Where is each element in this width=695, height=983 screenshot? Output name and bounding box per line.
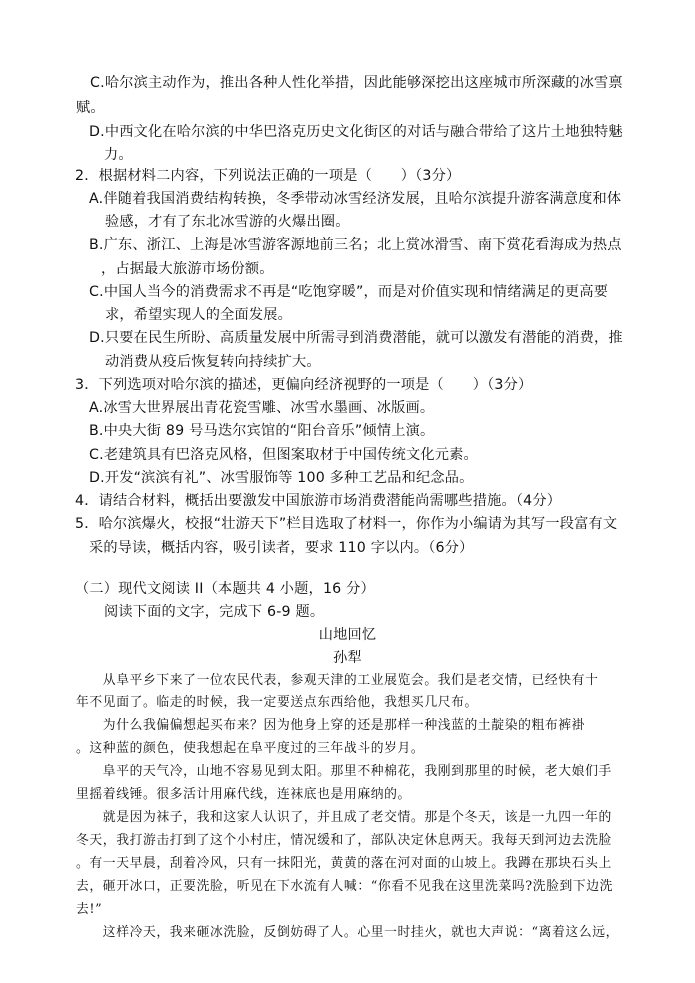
passage-line-12: 这样冷天，我来砸冰洗脸，反倒妨碍了人。心里一时挂火，就也大声说：“离着这么远，: [76, 925, 620, 940]
q2-stem: 2．根据材料二内容，下列说法正确的一项是（ ）（3分）: [75, 168, 461, 184]
q2-option-b-line2: ，占据最大旅游市场份额。: [101, 261, 274, 277]
q2-option-d-line2: 动消费从疫后恢复转向持续扩大。: [105, 354, 321, 370]
passage-line-10: 去，砸开冰口，正要洗脸，听见在下水流有人喊：“你看不见我在这里洗菜吗?洗脸到下边洗: [76, 879, 614, 894]
passage-author: 孙犁: [333, 650, 362, 666]
q1-option-d-line2: 力。: [104, 147, 133, 163]
section-heading: （二）现代文阅读 II（本题共 4 小题，16 分）: [75, 581, 375, 597]
q2-option-a-line1: A.伴随着我国消费结构转换，冬季带动冰雪经济发展，且哈尔滨提升游客满意度和体: [89, 191, 622, 207]
q5-stem-line2: 采的导读，概括内容，吸引读者，要求 110 字以内。（6分）: [89, 540, 474, 556]
q1-option-d-line1: D.中西文化在哈尔滨的中华巴洛克历史文化街区的对话与融合带给了这片土地独特魅: [89, 124, 623, 140]
q2-option-d-line1: D.只要在民生所盼、高质量发展中所需寻到消费潜能，就可以激发有潜能的消费，推: [89, 330, 623, 346]
q2-option-c-line2: 求，希望实现人的全面发展。: [105, 307, 293, 323]
passage-line-1: 从阜平乡下来了一位农民代表，参观天津的工业展览会。我们是老交情，已经快有十: [76, 673, 599, 688]
q3-option-b: B.中央大街 89 号马迭尔宾馆的“阳台音乐”倾情上演。: [89, 423, 435, 439]
q4-stem: 4．请结合材料，概括出要激发中国旅游市场消费潜能尚需哪些措施。（4分）: [75, 493, 562, 509]
passage-line-7: 就是因为袜子，我和这家人认识了，并且成了老交情。那是个冬天，该是一九四一年的: [76, 810, 612, 825]
passage-line-11: 去!”: [76, 902, 103, 917]
passage-line-5: 阜平的天气冷，山地不容易见到太阳。那里不种棉花，我刚到那里的时候，老大娘们手: [76, 764, 612, 779]
passage-title: 山地回忆: [318, 627, 377, 643]
q3-option-d: D.开发“滨滨有礼”、冰雪服饰等 100 多种工艺品和纪念品。: [89, 470, 474, 486]
q2-option-a-line2: 验感，才有了东北冰雪游的火爆出圈。: [105, 214, 350, 230]
q5-stem-line1: 5．哈尔滨爆火，校报“壮游天下”栏目选取了材料一，你作为小编请为其写一段富有文: [75, 516, 618, 532]
q1-option-c-line2: 赋。: [76, 100, 105, 116]
section-instruction: 阅读下面的文字，完成下 6-9 题。: [104, 604, 325, 620]
passage-line-4: 。这种蓝的颜色，使我想起在阜平度过的三年战斗的岁月。: [76, 741, 425, 756]
q2-option-c-line1: C.中国人当今的消费需求不再是“吃饱穿暖”，而是对价值实现和情绪满足的更高要: [89, 284, 609, 300]
passage-line-3: 为什么我偏偏想起买布来？因为他身上穿的还是那样一种浅蓝的土靛染的粗布裤褂: [76, 718, 586, 733]
q3-option-c: C.老建筑具有巴洛克风格，但图案取材于中国传统文化元素。: [89, 447, 478, 463]
passage-line-2: 年不见面了。临走的时候，我一定要送点东西给他，我想买几尺布。: [76, 695, 478, 710]
q3-option-a: A.冰雪大世界展出青花瓷雪雕、冰雪水墨画、冰版画。: [89, 400, 435, 416]
passage-line-6: 里摇着线锤。很多活计用麻代线，连袜底也是用麻纳的。: [76, 787, 411, 802]
q1-option-c-line1: C.哈尔滨主动作为，推出各种人性化举措，因此能够深挖出这座城市所深藏的冰雪禀: [90, 75, 623, 91]
passage-line-8: 冬天，我打游击打到了这个小村庄，情况缓和了，部队决定休息两天。我每天到河边去洗脸: [76, 833, 612, 848]
passage-line-9: 。有一天早晨，刮着冷风，只有一抹阳光，黄黄的落在河对面的山坡上。我蹲在那块石头上: [76, 856, 612, 871]
q3-stem: 3．下列选项对哈尔滨的描述，更偏向经济视野的一项是（ ）（3分）: [75, 377, 533, 393]
q2-option-b-line1: B.广东、浙江、上海是冰雪游客源地前三名；北上赏冰滑雪、南下赏花看海成为热点: [89, 237, 622, 253]
